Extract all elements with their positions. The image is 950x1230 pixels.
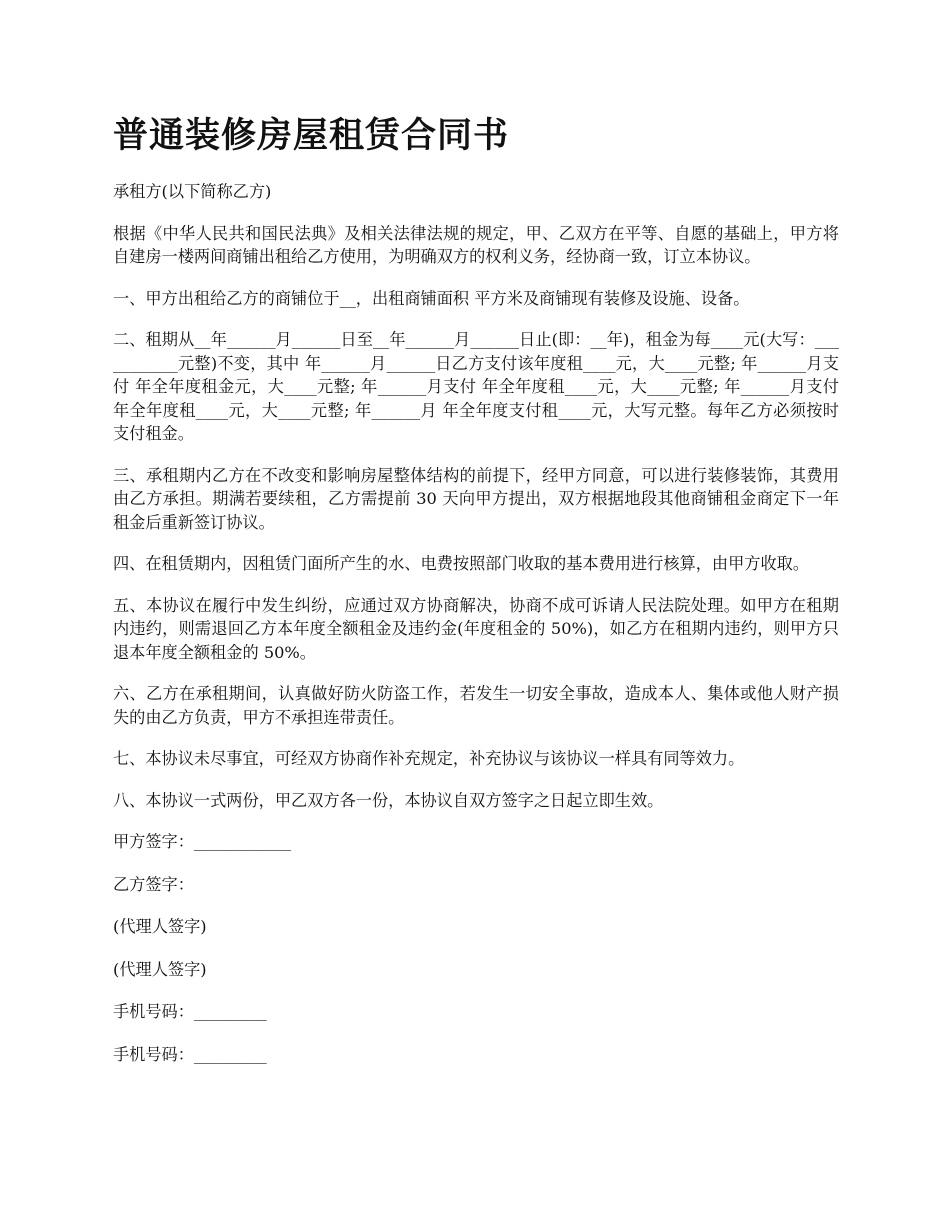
document-title: 普通装修房屋租赁合同书: [113, 116, 510, 156]
party-b-signature: 乙方签字：: [113, 874, 194, 894]
clause-4: 四、在租赁期内，因租赁门面所产生的水、电费按照部门收取的基本费用进行核算，由甲方收取。: [113, 554, 810, 573]
clause-5: 五、本协议在履行中发生纠纷，应通过双方协商解决，协商不成可诉请人民法院处理。如甲方在租期内违约，则需退回乙方本年度全额租金及违约金(年度租金的 50%)，如乙方在租期内违约，则甲方只退本年度全额租金的 50%。: [113, 595, 839, 662]
party-a-signature: 甲方签字：____________: [113, 832, 292, 851]
clause-8: 八、本协议一式两份，甲乙双方各一份，本协议自双方签字之日起立即生效。: [113, 790, 664, 810]
clause-3: 三、承租期内乙方在不改变和影响房屋整体结构的前提下，经甲方同意，可以进行装修装饰，其费用由乙方承担。期满若要续租，乙方需提前 30 天向甲方提出，双方根据地段其他商铺租金商定下一年租金后重新签订协议。: [113, 465, 839, 532]
document-page: [113, 112, 839, 1085]
preamble-paragraph: 根据《中华人民共和国民法典》及相关法律法规的规定，甲、乙双方在平等、自愿的基础上，甲方将自建房一楼两间商铺出租给乙方使用，为明确双方的权利义务，经协商一致，订立本协议。: [113, 223, 839, 266]
clause-1: 一、甲方出租给乙方的商铺位于__，出租商铺面积 平方米及商铺现有装修及设施、设备。: [113, 288, 750, 308]
lessee-line: 承租方(以下简称乙方): [113, 182, 272, 201]
agent-signature-a: (代理人签字): [113, 917, 207, 936]
clause-7: 七、本协议未尽事宜，可经双方协商作补充规定，补充协议与该协议一样具有同等效力。: [113, 749, 745, 768]
clause-6: 六、乙方在承租期间，认真做好防火防盗工作，若发生一切安全事故，造成本人、集体或他人财产损失的由乙方负责，甲方不承担连带责任。: [113, 684, 839, 727]
phone-number-a: 手机号码：_________: [113, 1002, 267, 1021]
phone-number-b: 手机号码：_________: [113, 1044, 267, 1064]
clause-2: 二、租期从__年______月______日至__年______月______日止(即：__年)，租金为每____元(大写：___________元整)不变，其中 年______月______日乙方支付该年度租____元，大____元整; 年______月支付 年全年度租金元，大____元整; 年______月支付 年全年度租____元，大____元整; 年______月支付年全年度租____元，大____元整; 年______月 年全年度支付租____元，大写元整。每年乙方必须按时支付租金。: [113, 330, 839, 443]
agent-signature-b: (代理人签字): [113, 959, 207, 979]
